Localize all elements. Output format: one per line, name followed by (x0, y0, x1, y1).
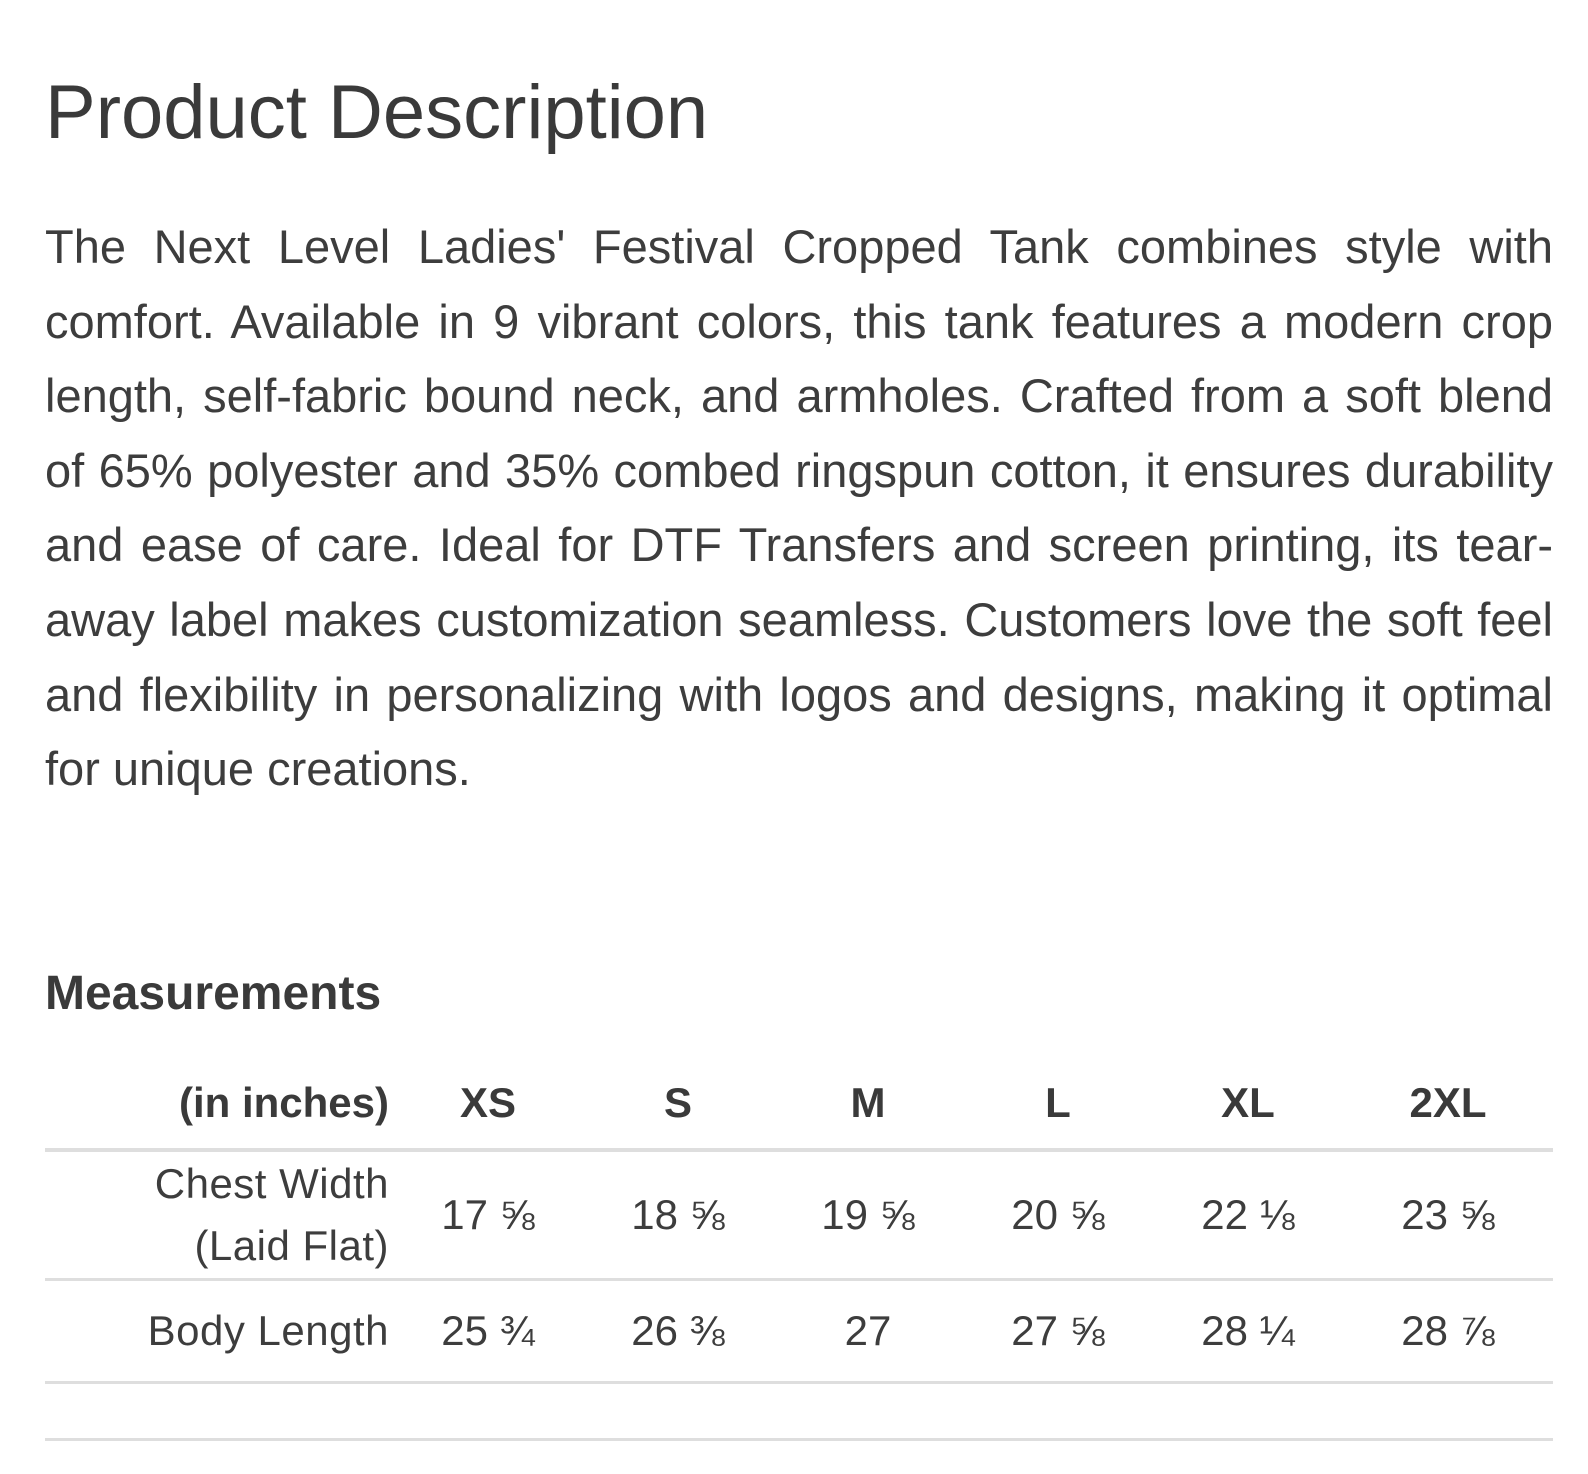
table-cell: 28 ⅞ (1343, 1280, 1553, 1383)
page-title: Product Description (45, 70, 709, 155)
table-cell: 27 ⅝ (963, 1280, 1153, 1383)
empty-table-cell (45, 1383, 1553, 1440)
table-cell: 17 ⅝ (393, 1150, 583, 1280)
table-header-row (45, 1058, 1553, 1150)
unit-label-header: (in inches) (45, 1058, 393, 1150)
table-cell: 19 ⅝ (773, 1150, 963, 1280)
size-header-xs: XS (393, 1058, 583, 1150)
size-header-xl: XL (1153, 1058, 1343, 1150)
size-header-s: S (583, 1058, 773, 1150)
table-cell: 27 (773, 1280, 963, 1383)
row-label-line: (Laid Flat) (194, 1222, 389, 1269)
measurements-title: Measurements (45, 967, 382, 1020)
row-label-body-length: Body Length (45, 1280, 393, 1383)
table-row-empty (45, 1383, 1553, 1440)
row-label-chest-width (45, 1150, 393, 1280)
table-row-body-length (45, 1280, 1553, 1383)
table-cell: 22 ⅛ (1153, 1150, 1343, 1280)
size-header-2xl: 2XL (1343, 1058, 1553, 1150)
table-row-chest-width (45, 1150, 1553, 1280)
row-label-line: Chest Width (154, 1160, 389, 1207)
table-cell: 25 ¾ (393, 1280, 583, 1383)
table-cell: 18 ⅝ (583, 1150, 773, 1280)
size-header-m: M (773, 1058, 963, 1150)
measurements-table (45, 1058, 1553, 1441)
size-header-l: L (963, 1058, 1153, 1150)
table-cell: 20 ⅝ (963, 1150, 1153, 1280)
table-cell: 26 ⅜ (583, 1280, 773, 1383)
product-description-text: The Next Level Ladies' Festival Cropped Tank combines style with comfort. Available in 9 vibrant colors, this tank features a modern crop length, self-fabric bound neck, and armholes. Crafted from a soft blend of 65% polyester and 35% combed ringspun cotton, it ensures durability and ease of care. Ideal for DTF Transfers and screen printing, its tear-away label makes customization seamless. Customers love the soft feel and flexibility in personalizing with logos and designs, making it optimal for unique creations. (45, 220, 1553, 796)
table-cell: 23 ⅝ (1343, 1150, 1553, 1280)
table-cell: 28 ¼ (1153, 1280, 1343, 1383)
